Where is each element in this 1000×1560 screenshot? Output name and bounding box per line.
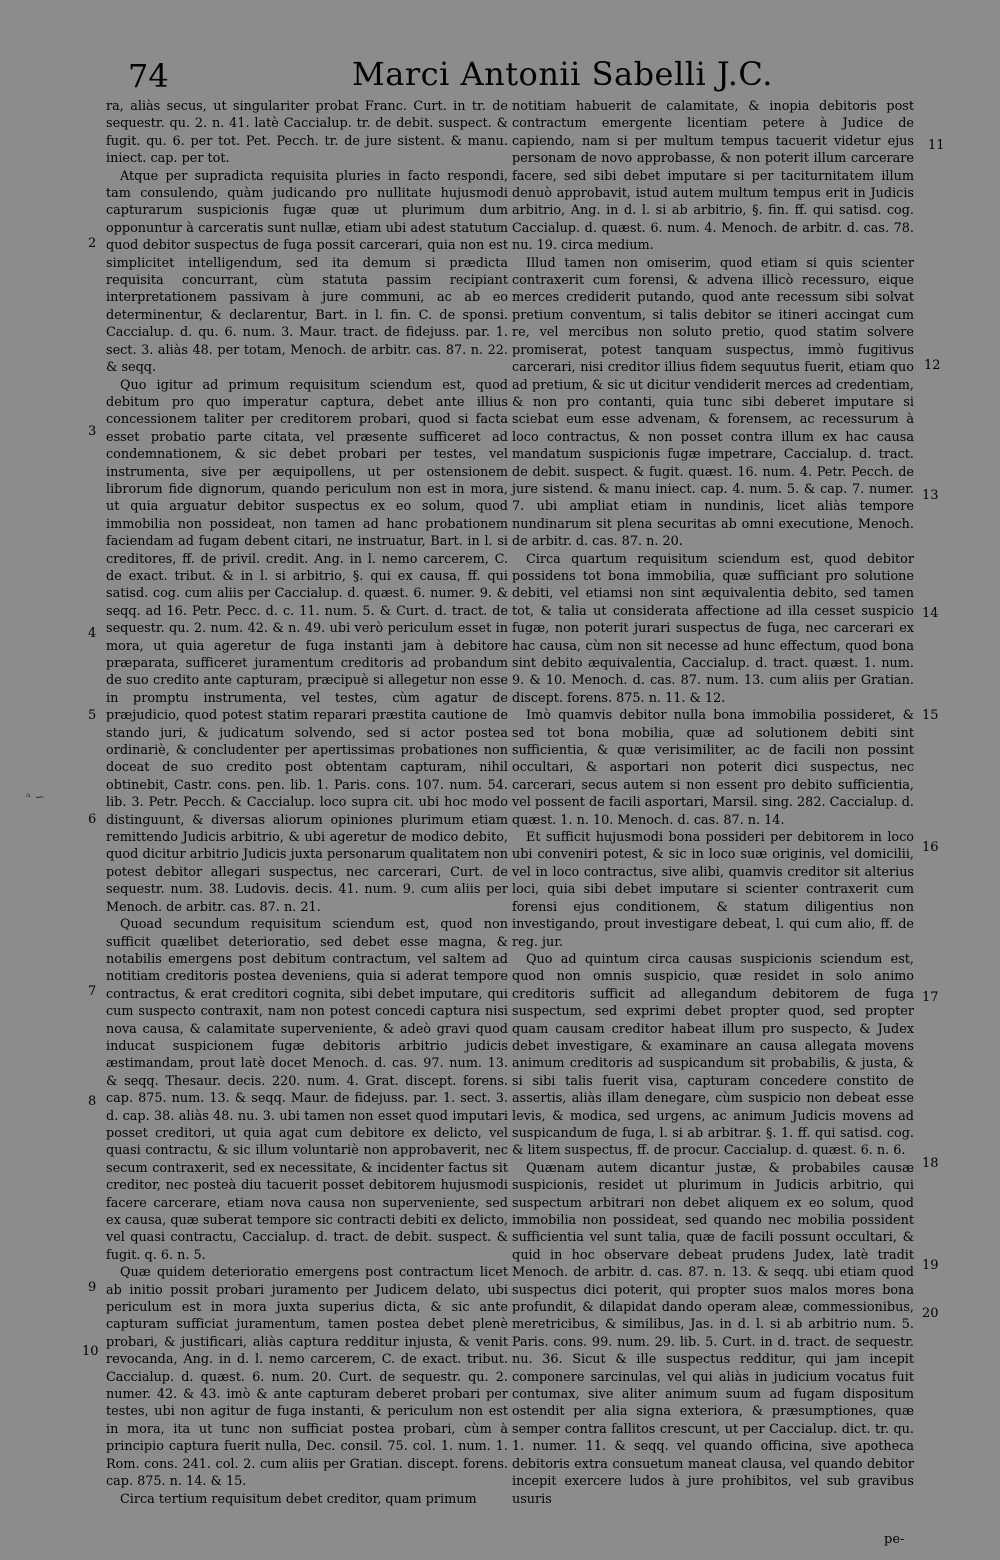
margin-number: 20 [922, 1306, 939, 1321]
paragraph: notitiam habuerit de calamitate, & inopia debitoris post contractum emergente licentiam petere à Judice de capiendo, nam si per multum tempus tacuerit videtur ejus personam de novo approbasse, & non poterit illum carcerare facere, sed sibi debet imputare si per taciturnitatem illum denuò approbavit, istud autem multum tempus erit in Judicis arbitrio, Ang. in d. l. si ab arbitrio, §. fin. ff. qui satisd. cog. Caccialup. d. quæst. 6. num. 4. Menoch. de arbitr. d. cas. 78. nu. 19. circa medium. [512, 99, 914, 254]
paragraph: Quænam autem dicantur justæ, & probabiles causæ suspicionis, residet ut plurimum in Judicis arbitrio, qui suspectum arbitrari non debet aliquem ex eo solum, quod immobilia non possideat, sed quando nec mobilia possident sufficientia vel sunt talia, quæ de facili possunt occultari, & quid in hoc observare debeat prudens Judex, latè tradit Menoch. de arbitr. d. cas. 87. n. 13. & seqq. ubi etiam quod suspectus dici poterit, qui propter suos malos mores bona profundit, & dilapidat dando operam aleæ, commessionibus, meretricibus, & similibus, Jas. in d. l. si ab arbitrio num. 5. Paris. cons. 99. num. 29. lib. 5. Curt. in d. tract. de sequestr. nu. 36. Sicut & ille suspectus redditur, qui jam incepit componere sarcinulas, vel qui aliàs in judicium vocatus fuit contumax, sive aliter animum suum ad fugam dispositum ostendit per alia signa exteriora, & præsumptiones, quæ semper contra fallitos crescunt, ut per Caccialup. dict. tr. qu. 1. numer. 11. & seqq. vel quando officina, sive apotheca debitoris extra consuetum maneat clausa, vel quando debitor incepit exercere ludos à jure prohibitos, vel sub gravibus usuris [512, 1160, 914, 1507]
running-head: Marci Antonii Sabelli J.C. [352, 55, 773, 93]
margin-number: 13 [922, 488, 939, 503]
margin-number: 4 [88, 626, 97, 641]
margin-number: 18 [922, 1156, 939, 1171]
margin-number: 17 [922, 990, 939, 1005]
margin-number: 5 [88, 708, 97, 723]
margin-number: 19 [922, 1258, 939, 1273]
paragraph: Quo ad quintum circa causas suspicionis sciendum est, quod non omnis suspicio, quæ residet in solo animo creditoris sufficit ad allegandum debitorem de fuga suspectum, sed exprimi debet propter quod, sed propter quam causam creditor habeat illum pro suspecto, & Judex debet investigare, & examinare an causa allegata movens animum creditoris ad suspicandum sit probabilis, & justa, & si sibi talis fuerit visa, capturam concedere constito de assertis, aliàs illam denegare, cùm suspicio non debeat esse levis, & modica, sed urgens, ac animum Judicis movens ad suspicandum de fuga, l. si ab arbitrar. §. 1. ff. qui satisd. cog. & litem suspectus, ff. de procur. Caccialup. d. quæst. 6. n. 6. [512, 951, 914, 1159]
paragraph: Quoad secundum requisitum sciendum est, quod non sufficit quælibet deterioratio, sed debet esse magna, & notabilis emergens post debitum contractum, vel saltem ad notitiam creditoris postea deveniens, quia si aderat tempore contractus, & erat creditori cognita, sibi debet imputare, qui cum suspecto contraxit, nam non potest concedi captura nisi nova causa, & calamitate superveniente, & adeò gravi quod inducat suspicionem fugæ debitoris arbitrio judicis æstimandam, prout latè docet Menoch. d. cas. 97. num. 13. & seqq. Thesaur. decis. 220. num. 4. Grat. discept. forens. cap. 875. num. 13. & seqq. Maur. de fidejuss. par. 1. sect. 3. d. cap. 38. aliàs 48. nu. 3. ubi tamen non esset quod imputari posset creditori, ut quia agat cum debitore ex delicto, vel quasi contractu, & sic illum voluntariè non approbaverit, nec secum contraxerit, sed ex necessitate, & incidenter factus sit creditor, nec posteà diu tacuerit posset debitorem hujusmodi facere carcerare, etiam nova causa non superveniente, sed ex causa, quæ suberat tempore sic contracti debiti ex delicto, vel quasi contractu, Caccialup. d. tract. de debit. suspect. & fugit. q. 6. n. 5. [106, 917, 508, 1263]
paragraph: Illud tamen non omiserim, quod etiam si quis scienter contraxerit cum forensi, & advena illicò recessuro, eique merces crediderit putando, quod ante recessum sibi solvat pretium conventum, si talis debitor se itineri accingat cum re, vel mercibus non soluto pretio, quod statim solvere promiserat, potest tanquam suspectus, immò fugitivus carcerari, nisi creditor illius fidem sequutus fuerit, etiam quo ad pretium, & sic ut dicitur vendiderit merces ad credentiam, & non pro contanti, quia tunc sibi deberet imputare si sciebat eum esse advenam, & forensem, ac recessurum à loco contractus, & non posset contra illum ex hac causa mandatum suspicionis fugæ impetrare, Caccialup. d. tract. de debit. suspect. & fugit. quæst. 16. num. 4. Petr. Pecch. de jure sistend. & manu iniect. cap. 4. num. 5. & cap. 7. numer. 7. ubi ampliat etiam in nundinis, licet aliàs tempore nundinarum sit plena securitas ab omni executione, Menoch. de arbitr. d. cas. 87. n. 20. [512, 255, 914, 550]
margin-number: 12 [924, 358, 941, 373]
paragraph: Circa quartum requisitum sciendum est, quod debitor possidens tot bona immobilia, quæ sufficiant pro solutione debiti, vel etiamsi non sint æquivalentia debito, sed tamen tot, & talia ut considerata affectione ad illa cesset suspicio fugæ, non poterit jurari suspectus de fuga, nec carcerari ex hac causa, cùm non sit necesse ad hunc effectum, quod bona sint debito æquivalentia, Caccialup. d. tract. quæst. 1. num. 9. & 10. Menoch. d. cas. 87. num. 13. cum aliis per Gratian. discept. forens. 875. n. 11. & 12. [512, 551, 914, 706]
paragraph: Quæ quidem deterioratio emergens post contractum licet ab initio possit probari juramento per Judicem delato, ubi periculum est in mora juxta superius dicta, & sic ante capturam sufficiat juramentum, tamen postea debet plenè probari, & justificari, aliàs captura redditur injusta, & venit revocanda, Ang. in d. l. nemo carcerem, C. de exact. tribut. Caccialup. d. quæst. 6. num. 20. Curt. de sequestr. qu. 2. numer. 42. & 43. imò & ante capturam deberet probari per testes, ubi non agitur de fuga instanti, & periculum non est in mora, ita ut tunc non sufficiat postea probari, cùm à principio captura fuerit nulla, Dec. consil. 75. col. 1. num. 1. Rom. cons. 241. col. 2. cum aliis per Gratian. discept. forens. cap. 875. n. 14. & 15. [106, 1265, 508, 1490]
margin-number: 7 [88, 984, 97, 999]
margin-number: 3 [88, 424, 97, 439]
stray-mark: ᵃ ∽ [26, 790, 45, 804]
margin-number: 15 [922, 708, 939, 723]
right-column [512, 98, 914, 1508]
paragraph: Circa tertium requisitum debet creditor, quam primum [120, 1491, 477, 1507]
margin-number: 10 [82, 1344, 99, 1359]
page-number: 74 [128, 57, 169, 95]
margin-number: 2 [88, 236, 97, 251]
margin-number: 14 [922, 606, 939, 621]
paragraph: Atque per supradicta requisita pluries in facto respondi, tam consulendo, quàm judicando pro nullitate hujusmodi capturarum suspicionis fugæ quæ ut plurimum dum opponuntur à carceratis sunt nullæ, etiam ubi adest statutum quod debitor suspectus de fuga possit carcerari, quia non est simplicitet intelligendum, sed ita demum si prædicta requisita concurrant, cùm statuta passim recipiant interpretationem passivam à jure communi, ac ab eo determinentur, & declarentur, Bart. in l. fin. C. de sponsi. Caccialup. d. qu. 6. num. 3. Maur. tract. de fidejuss. par. 1. sect. 3. aliàs 48. per totam, Menoch. de arbitr. cas. 87. n. 22. & seqq. [106, 168, 508, 376]
left-column [106, 98, 508, 1508]
paragraph: ra, aliàs secus, ut singulariter probat Franc. Curt. in tr. de sequestr. qu. 2. n. 41. latè Caccialup. tr. de debit. suspect. & fugit. qu. 6. per tot. Pet. Pecch. tr. de jure sistent. & manu. iniect. cap. per tot. [106, 99, 508, 167]
margin-number: 8 [88, 1094, 97, 1109]
margin-number: 6 [88, 812, 97, 827]
paragraph: Quo igitur ad primum requisitum sciendum est, quod debitum pro quo imperatur captura, debet ante illius concessionem taliter per creditorem probari, quod si facta esset probatio parte citata, vel præsente sufficeret ad condemnationem, & sic debet probari per testes, vel instrumenta, sive per æquipollens, ut per ostensionem librorum fide dignorum, quando periculum non est in mora, ut quia arguatur debitor suspectus ex eo solum, quod immobilia non possideat, non tamen ad hanc probationem faciendam ad fugam debent citari, ne instruatur, Bart. in l. si creditores, ff. de privil. credit. Ang. in l. nemo carcerem, C. de exact. tribut. & in l. si arbitrio, §. qui ex causa, ff. qui satisd. cog. cum aliis per Caccialup. d. quæst. 6. numer. 9. & seqq. ad 16. Petr. Pecc. d. c. 11. num. 5. & Curt. d. tract. de sequestr. qu. 2. num. 42. & n. 49. ubi verò periculum esset in mora, ut quia ageretur de fuga instanti jam à debitore præparata, sufficeret juramentum creditoris ad probandum de suo credito ante capturam, præcipuè si allegetur non esse in promptu instrumenta, vel testes, cùm agatur de præjudicio, quod potest statim reparari præstita cautione de stando juri, & judicatum solvendo, sed si actor postea ordinariè, & concludenter per apertissimas probationes non doceat de suo credito post obtentam capturam, nihil obtinebit, Castr. cons. pen. lib. 1. Paris. cons. 107. num. 54. lib. 3. Petr. Pecch. & Caccialup. loco supra cit. ubi hoc modo distinguunt, & diversas aliorum opiniones plurimum etiam remittendo Judicis arbitrio, & ubi ageretur de modico debito, quod dicitur arbitrio Judicis juxta personarum qualitatem non potest debitor allegari suspectus, nec carcerari, Curt. de sequestr. num. 38. Ludovis. decis. 41. num. 9. cum aliis per Menoch. de arbitr. cas. 87. n. 21. [106, 377, 508, 915]
margin-number: 11 [928, 138, 945, 153]
paragraph: Et sufficit hujusmodi bona possideri per debitorem in loco ubi conveniri potest, & sic in loco suæ originis, vel domicilii, vel in loco contractus, sive alibi, quamvis creditor sit alterius loci, quia sibi debet imputare si scienter contraxerit cum forensi ejus conditionem, & statum diligentius non investigando, prout investigare debeat, l. qui cum alio, ff. de reg. jur. [512, 830, 914, 950]
margin-number: 9 [88, 1280, 97, 1295]
margin-number: 16 [922, 840, 939, 855]
catchword: pe- [884, 1532, 905, 1547]
paragraph: Imò quamvis debitor nulla bona immobilia possideret, & sed tot bona mobilia, quæ ad solutionem debiti sint sufficientia, & quæ verisimiliter, ac de facili non possint occultari, & asportari non poterit dici suspectus, nec carcerari, secus autem si non essent pro debito sufficientia, vel possent de facili asportari, Marsil. sing. 282. Caccialup. d. quæst. 1. n. 10. Menoch. d. cas. 87. n. 14. [512, 708, 914, 828]
